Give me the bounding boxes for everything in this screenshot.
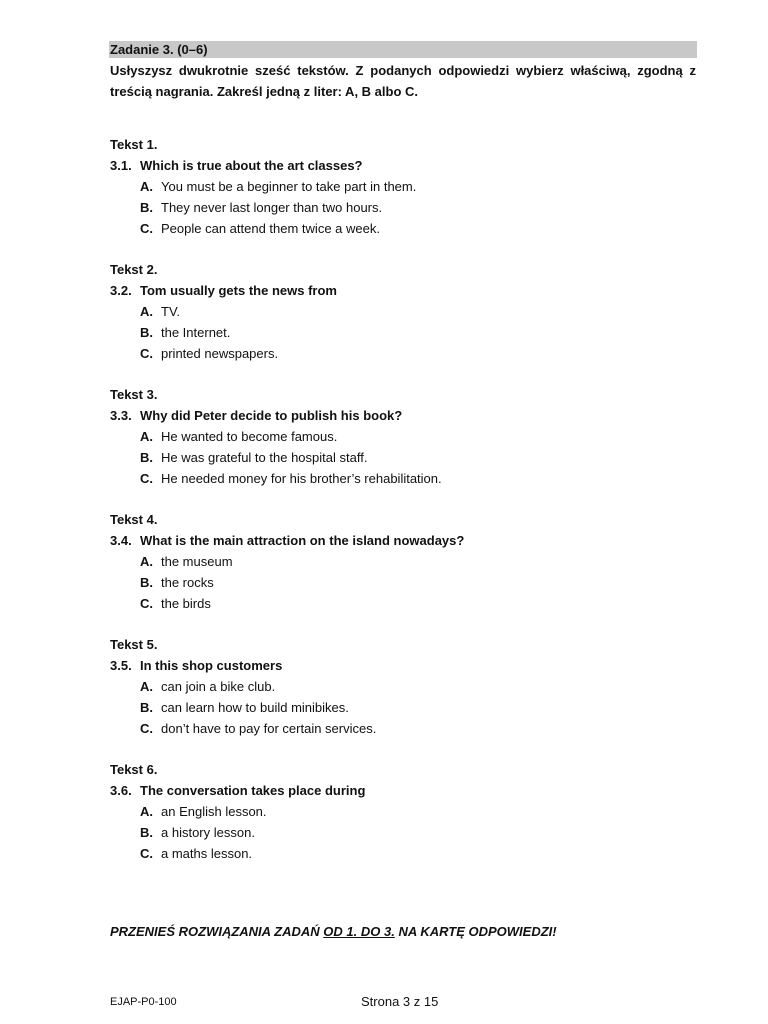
option-text: He was grateful to the hospital staff. bbox=[161, 450, 368, 465]
question-text: Which is true about the art classes? bbox=[140, 158, 363, 173]
text-block-2 bbox=[110, 259, 710, 364]
question-number: 3.5. bbox=[110, 658, 132, 673]
answer-option-c[interactable] bbox=[140, 718, 710, 739]
transfer-note-part3: NA KARTĘ ODPOWIEDZI! bbox=[394, 924, 557, 939]
option-text: a history lesson. bbox=[161, 825, 255, 840]
text-title: Tekst 3. bbox=[110, 387, 158, 402]
option-text: a maths lesson. bbox=[161, 846, 253, 861]
text-block-5 bbox=[110, 634, 710, 739]
question-text: Tom usually gets the news from bbox=[140, 283, 337, 298]
option-letter: A. bbox=[140, 304, 153, 319]
option-letter: A. bbox=[140, 554, 153, 569]
option-text: the Internet. bbox=[161, 325, 231, 340]
answer-option-a[interactable] bbox=[140, 551, 710, 572]
question bbox=[110, 155, 710, 176]
option-letter: A. bbox=[140, 679, 153, 694]
option-text: the rocks bbox=[161, 575, 214, 590]
option-text: TV. bbox=[161, 304, 181, 319]
question bbox=[110, 280, 710, 301]
option-letter: B. bbox=[140, 700, 153, 715]
exam-code: EJAP-P0-100 bbox=[110, 996, 177, 1008]
option-text: printed newspapers. bbox=[161, 346, 279, 361]
option-text: They never last longer than two hours. bbox=[161, 200, 383, 215]
transfer-note-range: OD 1. DO 3. bbox=[323, 924, 395, 939]
answer-option-c[interactable] bbox=[140, 343, 710, 364]
option-letter: C. bbox=[140, 596, 153, 611]
answer-option-b[interactable] bbox=[140, 322, 710, 343]
option-letter: C. bbox=[140, 721, 153, 736]
answer-option-b[interactable] bbox=[140, 572, 710, 593]
text-block-1 bbox=[110, 134, 710, 239]
question-number: 3.2. bbox=[110, 283, 132, 298]
option-letter: A. bbox=[140, 429, 153, 444]
text-title: Tekst 6. bbox=[110, 762, 158, 777]
option-letter: B. bbox=[140, 575, 153, 590]
option-text: He wanted to become famous. bbox=[161, 429, 338, 444]
task-title: Zadanie 3. (0–6) bbox=[109, 41, 697, 58]
answer-option-b[interactable] bbox=[140, 822, 710, 843]
question-text: Why did Peter decide to publish his book? bbox=[140, 408, 403, 423]
option-letter: A. bbox=[140, 804, 153, 819]
option-letter: B. bbox=[140, 825, 153, 840]
answer-option-c[interactable] bbox=[140, 218, 710, 239]
question bbox=[110, 655, 710, 676]
answer-option-b[interactable] bbox=[140, 447, 710, 468]
answer-option-b[interactable] bbox=[140, 197, 710, 218]
option-text: People can attend them twice a week. bbox=[161, 221, 380, 236]
option-text: the museum bbox=[161, 554, 233, 569]
option-text: an English lesson. bbox=[161, 804, 267, 819]
question-number: 3.3. bbox=[110, 408, 132, 423]
text-title: Tekst 2. bbox=[110, 262, 158, 277]
option-text: You must be a beginner to take part in them. bbox=[161, 179, 417, 194]
option-letter: C. bbox=[140, 471, 153, 486]
option-letter: B. bbox=[140, 450, 153, 465]
question-text: In this shop customers bbox=[140, 658, 283, 673]
option-text: He needed money for his brother’s rehabilitation. bbox=[161, 471, 442, 486]
option-letter: C. bbox=[140, 221, 153, 236]
option-letter: C. bbox=[140, 346, 153, 361]
option-text: the birds bbox=[161, 596, 211, 611]
option-text: don’t have to pay for certain services. bbox=[161, 721, 377, 736]
option-text: can join a bike club. bbox=[161, 679, 276, 694]
question-number: 3.1. bbox=[110, 158, 132, 173]
option-text: can learn how to build minibikes. bbox=[161, 700, 349, 715]
option-letter: B. bbox=[140, 325, 153, 340]
text-title: Tekst 5. bbox=[110, 637, 158, 652]
answer-option-c[interactable] bbox=[140, 593, 710, 614]
option-letter: B. bbox=[140, 200, 153, 215]
answer-option-c[interactable] bbox=[140, 468, 710, 489]
text-title: Tekst 4. bbox=[110, 512, 158, 527]
answer-option-c[interactable] bbox=[140, 843, 710, 864]
question bbox=[110, 780, 710, 801]
task-instructions: Usłyszysz dwukrotnie sześć tekstów. Z podanych odpowiedzi wybierz właściwą, zgodną z treścią nagrania. Zakreśl jedną z liter: A, B albo C. bbox=[110, 63, 696, 99]
question-text: What is the main attraction on the island nowadays? bbox=[140, 533, 465, 548]
transfer-note-part1: PRZENIEŚ ROZWIĄZANIA ZADAŃ bbox=[110, 924, 324, 939]
answer-option-a[interactable] bbox=[140, 176, 710, 197]
answer-option-a[interactable] bbox=[140, 801, 710, 822]
page-number: Strona 3 z 15 bbox=[361, 994, 439, 1009]
answer-option-a[interactable] bbox=[140, 426, 710, 447]
question bbox=[110, 530, 710, 551]
text-block-3 bbox=[110, 384, 710, 489]
question-text: The conversation takes place during bbox=[140, 783, 366, 798]
option-letter: A. bbox=[140, 179, 153, 194]
text-block-6 bbox=[110, 759, 710, 864]
question bbox=[110, 405, 710, 426]
answer-option-a[interactable] bbox=[140, 676, 710, 697]
text-block-4 bbox=[110, 509, 710, 614]
answer-option-a[interactable] bbox=[140, 301, 710, 322]
transfer-answers-note bbox=[110, 922, 557, 942]
text-title: Tekst 1. bbox=[110, 137, 158, 152]
question-number: 3.4. bbox=[110, 533, 132, 548]
answer-option-b[interactable] bbox=[140, 697, 710, 718]
question-number: 3.6. bbox=[110, 783, 132, 798]
option-letter: C. bbox=[140, 846, 153, 861]
